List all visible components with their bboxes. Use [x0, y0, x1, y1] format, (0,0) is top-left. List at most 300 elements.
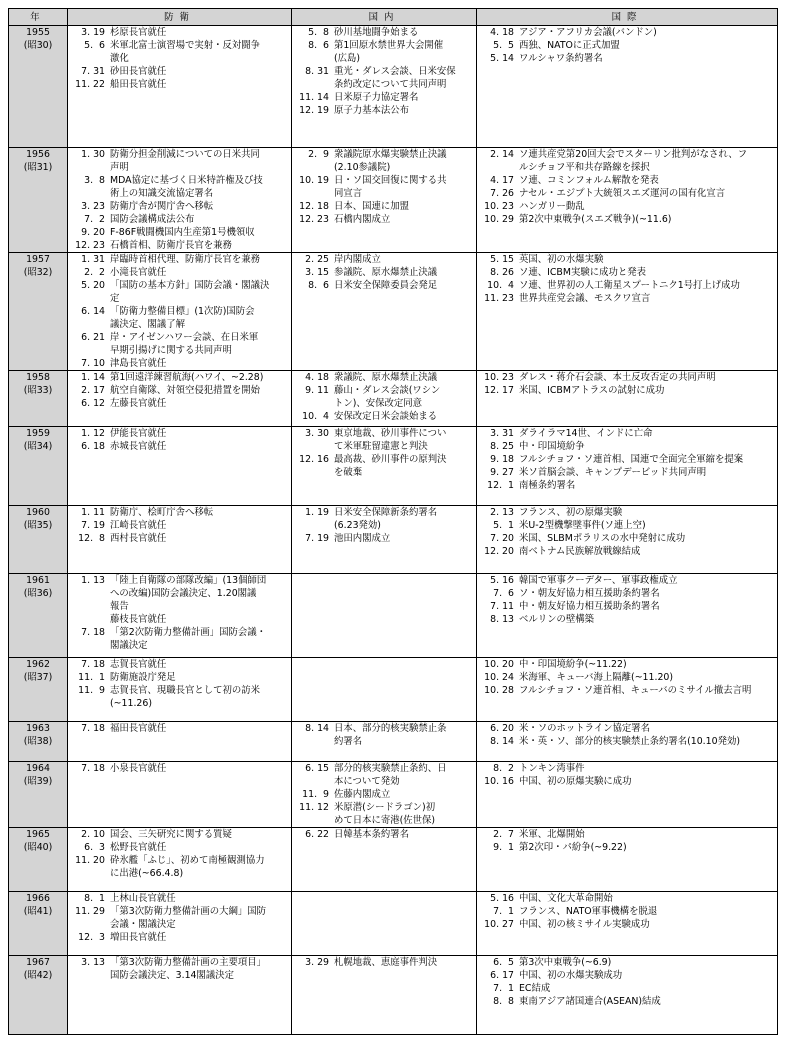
event-text: 石橋内閣成立 — [334, 214, 391, 225]
event-text: 札幌地裁、恵庭事件判決 — [334, 957, 438, 968]
event-text: て米軍駐留違憲と判決 — [334, 441, 428, 452]
domestic-cell — [292, 427, 477, 506]
event-text: 西独、NATOに正式加盟 — [519, 40, 620, 51]
domestic-cell — [292, 658, 477, 722]
event-date: 7. 18 — [81, 763, 105, 774]
event-text: (広島) — [334, 53, 361, 64]
event-date: 11. 20 — [75, 855, 105, 866]
event-date: 8. 6 — [308, 40, 329, 51]
event-text: ルシチョフ平和共存路線を採択 — [519, 162, 650, 173]
international-cell — [477, 828, 778, 892]
event-line — [292, 26, 476, 39]
event-line — [292, 440, 476, 453]
year-row — [9, 892, 778, 956]
event-line — [292, 78, 476, 91]
event-line — [68, 318, 291, 331]
event-text: 志賀長官、現職長官として初の訪米 — [110, 685, 261, 696]
event-line — [292, 956, 476, 969]
event-text: 岸・アイゼンハワー会談、在日米軍 — [110, 332, 259, 343]
event-date: 9. 11 — [305, 385, 329, 396]
event-date: 5. 8 — [308, 27, 329, 38]
year-cell — [9, 892, 68, 956]
event-date: 8. 14 — [490, 736, 514, 747]
international-cell — [477, 722, 778, 762]
header-domestic: 国内 — [292, 9, 477, 26]
event-text: めて日本に寄港(佐世保) — [334, 815, 436, 826]
chronology-table — [8, 8, 778, 1035]
event-text: 最高裁、砂川事件の原判決 — [334, 454, 447, 465]
event-date: 2. 9 — [308, 149, 329, 160]
event-line — [68, 174, 291, 187]
event-date: 2. 13 — [490, 507, 514, 518]
event-text: 第3次中東戦争(~6.9) — [519, 957, 612, 968]
event-text: MDA協定に基づく日米特許権及び技 — [110, 175, 263, 186]
event-line — [68, 905, 291, 918]
event-line — [292, 213, 476, 226]
event-date: 2. 7 — [493, 829, 514, 840]
event-date: 12. 18 — [299, 201, 329, 212]
event-text: フランス、NATO軍事機構を脱退 — [519, 906, 658, 917]
era-label: (昭30) — [23, 40, 53, 51]
event-text: 米国、SLBMポラリスの水中発射に成功 — [519, 533, 686, 544]
era-label: (昭42) — [23, 970, 53, 981]
defense-cell — [68, 26, 292, 148]
event-text: 議決定、閣議了解 — [110, 319, 186, 330]
year-label: 1958 — [26, 372, 50, 383]
event-date: 9. 18 — [490, 454, 514, 465]
event-text: 志賀長官就任 — [110, 659, 167, 670]
event-line — [292, 519, 476, 532]
era-label: (昭34) — [23, 441, 53, 452]
event-line — [68, 384, 291, 397]
event-line — [68, 161, 291, 174]
event-date: 10. 4 — [302, 411, 329, 422]
event-line — [292, 453, 476, 466]
event-date: 12. 19 — [299, 105, 329, 116]
event-date — [68, 587, 110, 600]
event-line — [477, 532, 777, 545]
year-cell — [9, 26, 68, 148]
event-line — [292, 788, 476, 801]
event-line — [292, 371, 476, 384]
event-date: 2. 17 — [81, 385, 105, 396]
event-text: 航空自衛隊、対領空侵犯措置を開始 — [110, 385, 261, 396]
event-line — [68, 892, 291, 905]
event-line — [477, 918, 777, 931]
event-date: 1. 31 — [81, 254, 105, 265]
event-text: 米ソ首脳会談、キャンプデービッド共同声明 — [519, 467, 707, 478]
event-line — [68, 956, 291, 969]
header-year: 年 — [9, 9, 68, 26]
event-text: 米国、ICBMアトラスの試射に成功 — [519, 385, 665, 396]
event-line — [477, 828, 777, 841]
event-text: 早期引揚げに関する共同声明 — [110, 345, 232, 356]
event-text: 第2次印・パ紛争(~9.22) — [519, 842, 627, 853]
event-date: 8. 26 — [490, 267, 514, 278]
era-label: (昭41) — [23, 906, 53, 917]
event-date: 5. 16 — [490, 575, 514, 586]
event-text: 佐藤内閣成立 — [334, 789, 391, 800]
event-text: 部分的核実験禁止条約、日 — [334, 763, 447, 774]
year-label: 1960 — [26, 507, 50, 518]
event-text: 声明 — [110, 162, 129, 173]
event-date: 2. 2 — [84, 267, 105, 278]
event-line — [292, 506, 476, 519]
event-text: 中・印国境紛争 — [519, 441, 585, 452]
event-line — [68, 867, 291, 880]
event-text: 砂川基地闘争始まる — [334, 27, 419, 38]
event-text: 国防会議構成法公布 — [110, 214, 195, 225]
year-label: 1955 — [26, 27, 50, 38]
event-line — [68, 532, 291, 545]
event-date: 12. 1 — [487, 480, 514, 491]
event-line — [292, 200, 476, 213]
event-date — [292, 735, 334, 748]
event-line — [68, 587, 291, 600]
event-date — [68, 969, 110, 982]
event-text: 中・印国境紛争(~11.22) — [519, 659, 627, 670]
era-label: (昭36) — [23, 588, 53, 599]
event-date: 9. 20 — [81, 227, 105, 238]
event-text: 杉原長官就任 — [110, 27, 167, 38]
event-line — [477, 39, 777, 52]
international-cell — [477, 253, 778, 371]
event-line — [292, 801, 476, 814]
domestic-cell — [292, 506, 477, 574]
event-line — [292, 828, 476, 841]
event-text: 国防会議決定、3.14閣議決定 — [110, 970, 235, 981]
defense-cell — [68, 892, 292, 956]
defense-cell — [68, 658, 292, 722]
event-text: 防衛庁、桧町庁舎へ移転 — [110, 507, 214, 518]
event-text: 船田長官就任 — [110, 79, 167, 90]
event-text: 防衛施設庁発足 — [110, 672, 176, 683]
event-line — [477, 440, 777, 453]
event-date: 5. 20 — [81, 280, 105, 291]
event-line — [477, 466, 777, 479]
event-line — [477, 956, 777, 969]
event-date — [68, 918, 110, 931]
event-text: 左藤長官就任 — [110, 398, 167, 409]
year-cell — [9, 762, 68, 828]
event-text: 日・ソ国交回復に関する共 — [334, 175, 447, 186]
event-text: 第1回遠洋練習航海(ハワイ、~2.28) — [110, 372, 264, 383]
event-line — [292, 397, 476, 410]
event-text: 衆議院原水爆実験禁止決議 — [334, 149, 447, 160]
event-line — [68, 239, 291, 252]
event-text: 米・英・ソ、部分的核実験禁止条約署名(10.10発効) — [519, 736, 740, 747]
event-date — [292, 78, 334, 91]
event-line — [68, 427, 291, 440]
event-text: を破棄 — [334, 467, 363, 478]
year-row — [9, 148, 778, 253]
event-line — [68, 357, 291, 370]
event-line — [477, 613, 777, 626]
event-text: フルシチョフ・ソ連首相、キューバのミサイル撤去言明 — [519, 685, 752, 696]
year-row — [9, 26, 778, 148]
event-date: 8. 8 — [493, 996, 514, 1007]
event-text: ソ連、コミンフォルム解散を発表 — [519, 175, 659, 186]
year-row — [9, 762, 778, 828]
event-date: 7. 10 — [81, 358, 105, 369]
year-cell — [9, 956, 68, 1035]
event-line — [68, 841, 291, 854]
event-date: 8. 6 — [308, 280, 329, 291]
event-text: 中国、文化大革命開始 — [519, 893, 613, 904]
event-line — [68, 828, 291, 841]
event-line — [477, 213, 777, 226]
year-row — [9, 828, 778, 892]
event-line — [477, 671, 777, 684]
event-text: F-86F戦闘機国内生産第1号機領収 — [110, 227, 255, 238]
event-line — [68, 639, 291, 652]
event-text: 閣議決定 — [110, 640, 148, 651]
event-date: 7. 19 — [305, 533, 329, 544]
event-line — [292, 187, 476, 200]
event-line — [477, 545, 777, 558]
event-date — [292, 397, 334, 410]
event-date: 8. 2 — [493, 763, 514, 774]
header-row — [9, 9, 778, 26]
event-text: 米U-2型機撃墜事件(ソ連上空) — [519, 520, 646, 531]
event-line — [477, 371, 777, 384]
event-text: (6.23発効) — [334, 520, 381, 531]
event-text: 米海軍、キューバ海上隔離(~11.20) — [519, 672, 674, 683]
event-text: 福田長官就任 — [110, 723, 167, 734]
event-line — [477, 600, 777, 613]
event-date: 6. 18 — [81, 441, 105, 452]
domestic-cell — [292, 26, 477, 148]
event-date: 4. 18 — [305, 372, 329, 383]
year-cell — [9, 253, 68, 371]
event-line — [477, 841, 777, 854]
event-date: 7. 18 — [81, 627, 105, 638]
event-text: 砂田長官就任 — [110, 66, 167, 77]
era-label: (昭39) — [23, 776, 53, 787]
event-date: 11. 1 — [78, 672, 105, 683]
event-date: 1. 12 — [81, 428, 105, 439]
event-line — [68, 305, 291, 318]
international-cell — [477, 762, 778, 828]
event-line — [68, 331, 291, 344]
event-line — [68, 292, 291, 305]
event-text: ソ連、ICBM実験に成功と発表 — [519, 267, 646, 278]
event-line — [68, 613, 291, 626]
year-label: 1956 — [26, 149, 50, 160]
event-line — [68, 344, 291, 357]
event-date: 7. 2 — [84, 214, 105, 225]
event-text: アジア・アフリカ会議(バンドン) — [519, 27, 657, 38]
event-text: 衆議院、原水爆禁止決議 — [334, 372, 438, 383]
event-line — [68, 253, 291, 266]
event-line — [68, 574, 291, 587]
event-date: 4. 18 — [490, 27, 514, 38]
year-cell — [9, 427, 68, 506]
event-text: 米原潜(シードラゴン)初 — [334, 802, 436, 813]
event-line — [292, 762, 476, 775]
event-line — [292, 735, 476, 748]
year-cell — [9, 148, 68, 253]
defense-cell — [68, 371, 292, 427]
event-text: への改編)国防会議決定、1.20閣議 — [110, 588, 257, 599]
event-date: 6. 5 — [493, 957, 514, 968]
event-line — [68, 918, 291, 931]
domestic-cell — [292, 892, 477, 956]
event-text: 米・ソのホットライン協定署名 — [519, 723, 650, 734]
event-line — [68, 52, 291, 65]
event-line — [477, 775, 777, 788]
event-text: 岸臨時首相代理、防衛庁長官を兼務 — [110, 254, 261, 265]
event-date — [68, 52, 110, 65]
event-line — [68, 762, 291, 775]
event-date: 7. 1 — [493, 906, 514, 917]
event-text: 韓国で軍事クーデター、軍事政権成立 — [519, 575, 678, 586]
event-line — [68, 279, 291, 292]
event-date: 11. 29 — [75, 906, 105, 917]
event-date — [292, 775, 334, 788]
event-date: 5. 1 — [493, 520, 514, 531]
event-date: 3. 15 — [305, 267, 329, 278]
event-text: 重光・ダレス会談、日米安保 — [334, 66, 456, 77]
event-line — [68, 684, 291, 697]
event-line — [292, 722, 476, 735]
event-line — [477, 762, 777, 775]
event-text: 日韓基本条約署名 — [334, 829, 410, 840]
event-text: 藤山・ダレス会談(ワシン — [334, 385, 441, 396]
event-line — [477, 587, 777, 600]
event-line — [68, 226, 291, 239]
era-label: (昭38) — [23, 736, 53, 747]
domestic-cell — [292, 574, 477, 658]
event-line — [292, 104, 476, 117]
event-text: トンキン湾事件 — [519, 763, 585, 774]
event-text: 「防衛力整備目標」(1次防)国防会 — [110, 306, 255, 317]
event-date: 11. 23 — [484, 293, 514, 304]
event-date: 7. 6 — [493, 588, 514, 599]
event-date: 8. 25 — [490, 441, 514, 452]
domestic-cell — [292, 722, 477, 762]
event-text: トン)、安保改定同意 — [334, 398, 423, 409]
event-date: 6. 14 — [81, 306, 105, 317]
event-date: 8. 31 — [305, 66, 329, 77]
event-line — [477, 292, 777, 305]
event-line — [477, 684, 777, 697]
header-defense: 防衛 — [68, 9, 292, 26]
event-date: 6. 22 — [305, 829, 329, 840]
event-date: 12. 16 — [299, 454, 329, 465]
domestic-cell — [292, 762, 477, 828]
event-line — [477, 52, 777, 65]
event-date: 4. 17 — [490, 175, 514, 186]
event-date: 7. 20 — [490, 533, 514, 544]
event-line — [68, 600, 291, 613]
event-line — [292, 427, 476, 440]
event-date — [292, 519, 334, 532]
event-date — [68, 344, 110, 357]
event-text: 西村長官就任 — [110, 533, 167, 544]
event-date: 10. 27 — [484, 919, 514, 930]
year-label: 1957 — [26, 254, 50, 265]
event-line — [292, 52, 476, 65]
event-text: 砕氷艦「ふじ」、初めて南極観測協力 — [110, 855, 265, 866]
international-cell — [477, 574, 778, 658]
event-date: 3. 29 — [305, 957, 329, 968]
event-date: 5. 15 — [490, 254, 514, 265]
event-date: 3. 30 — [305, 428, 329, 439]
year-label: 1965 — [26, 829, 50, 840]
year-cell — [9, 658, 68, 722]
event-text: 中国、初の原爆実験に成功 — [519, 776, 632, 787]
table-body — [9, 26, 778, 1035]
event-text: 米軍、北爆開始 — [519, 829, 585, 840]
event-line — [292, 148, 476, 161]
event-line — [68, 440, 291, 453]
event-line — [477, 982, 777, 995]
event-text: 伊能長官就任 — [110, 428, 167, 439]
event-date: 7. 26 — [490, 188, 514, 199]
event-date: 6. 20 — [490, 723, 514, 734]
event-text: (2.10参議院) — [334, 162, 391, 173]
event-line — [68, 671, 291, 684]
event-line — [68, 519, 291, 532]
event-line — [477, 506, 777, 519]
year-row — [9, 371, 778, 427]
year-cell — [9, 828, 68, 892]
event-text: ソ連共産党第20回大会でスターリン批判がなされ、フ — [519, 149, 748, 160]
event-date — [477, 161, 519, 174]
event-date: 5. 14 — [490, 53, 514, 64]
event-text: 参議院、原水爆禁止決議 — [334, 267, 438, 278]
event-text: 「第2次防衛力整備計画」国防会議・ — [110, 627, 266, 638]
event-text: 第1回原水禁世界大会開催 — [334, 40, 444, 51]
event-line — [68, 626, 291, 639]
event-text: 原子力基本法公布 — [334, 105, 410, 116]
event-line — [68, 506, 291, 519]
event-text: ワルシャワ条約署名 — [519, 53, 603, 64]
event-text: 池田内閣成立 — [334, 533, 391, 544]
event-text: 江崎長官就任 — [110, 520, 167, 531]
event-date: 10. 23 — [484, 372, 514, 383]
event-text: 東京地裁、砂川事件につい — [334, 428, 447, 439]
event-text: 東南アジア諸国連合(ASEAN)結成 — [519, 996, 661, 1007]
event-text: ハンガリー動乱 — [519, 201, 585, 212]
event-date: 1. 13 — [81, 575, 105, 586]
year-row — [9, 658, 778, 722]
year-cell — [9, 722, 68, 762]
event-line — [292, 39, 476, 52]
event-text: 「第3次防衛力整備計画の主要項目」 — [110, 957, 266, 968]
event-text: 世界共産党会議、モスクワ宣言 — [519, 293, 651, 304]
year-row — [9, 956, 778, 1035]
event-text: 防衛庁舎が関庁舎へ移転 — [110, 201, 214, 212]
international-cell — [477, 427, 778, 506]
year-label: 1964 — [26, 763, 50, 774]
event-line — [68, 969, 291, 982]
event-text: 報告 — [110, 601, 129, 612]
domestic-cell — [292, 956, 477, 1035]
event-text: 米軍北富士演習場で実射・反対闘争 — [110, 40, 261, 51]
event-line — [477, 148, 777, 161]
event-text: 国会、三矢研究に関する質疑 — [110, 829, 232, 840]
event-text: 日米原子力協定署名 — [334, 92, 419, 103]
event-text: 安保改定日米会談始まる — [334, 411, 438, 422]
event-date: 11. 12 — [299, 802, 329, 813]
event-text: 約署名 — [334, 736, 363, 747]
event-line — [292, 174, 476, 187]
domestic-cell — [292, 253, 477, 371]
event-date: 6. 12 — [81, 398, 105, 409]
event-date: 2. 14 — [490, 149, 514, 160]
